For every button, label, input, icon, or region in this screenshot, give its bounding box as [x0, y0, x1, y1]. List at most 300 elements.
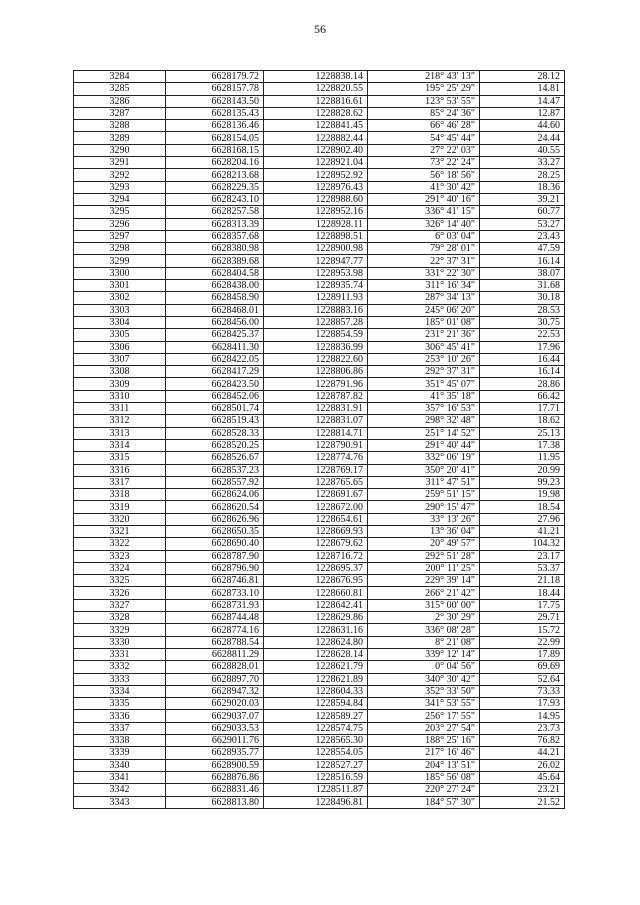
- direction-angle-cell: 292° 51' 28": [368, 550, 480, 562]
- direction-angle-cell: 27° 22' 03": [368, 144, 480, 156]
- point-number-cell: 3317: [74, 476, 166, 488]
- distance-cell: 14.95: [480, 710, 565, 722]
- x-coordinate-cell: 6628519.43: [166, 415, 264, 427]
- table-row: [74, 796, 565, 808]
- table-row: [74, 390, 565, 402]
- y-coordinate-cell: 1228679.62: [264, 538, 368, 550]
- point-number-cell: 3319: [74, 501, 166, 513]
- y-coordinate-cell: 1228816.61: [264, 95, 368, 107]
- table-row: [74, 71, 565, 83]
- distance-cell: 76.82: [480, 735, 565, 747]
- y-coordinate-cell: 1228900.98: [264, 243, 368, 255]
- x-coordinate-cell: 6628733.10: [166, 587, 264, 599]
- y-coordinate-cell: 1228988.60: [264, 193, 368, 205]
- point-number-cell: 3343: [74, 796, 166, 808]
- y-coordinate-cell: 1228952.92: [264, 169, 368, 181]
- direction-angle-cell: 266° 21' 42": [368, 587, 480, 599]
- table-row: [74, 550, 565, 562]
- direction-angle-cell: 351° 45' 07": [368, 378, 480, 390]
- point-number-cell: 3341: [74, 771, 166, 783]
- direction-angle-cell: 287° 34' 13": [368, 292, 480, 304]
- point-number-cell: 3314: [74, 439, 166, 451]
- distance-cell: 23.21: [480, 784, 565, 796]
- table-row: [74, 562, 565, 574]
- table-row: [74, 403, 565, 415]
- table-row: [74, 735, 565, 747]
- table-row: [74, 230, 565, 242]
- x-coordinate-cell: 6628774.16: [166, 624, 264, 636]
- y-coordinate-cell: 1228911.93: [264, 292, 368, 304]
- distance-cell: 15.72: [480, 624, 565, 636]
- y-coordinate-cell: 1228790.91: [264, 439, 368, 451]
- distance-cell: 38.07: [480, 267, 565, 279]
- table-row: [74, 243, 565, 255]
- x-coordinate-cell: 6628243.10: [166, 193, 264, 205]
- point-number-cell: 3307: [74, 353, 166, 365]
- distance-cell: 18.62: [480, 415, 565, 427]
- x-coordinate-cell: 6628900.59: [166, 759, 264, 771]
- point-number-cell: 3331: [74, 648, 166, 660]
- y-coordinate-cell: 1228953.98: [264, 267, 368, 279]
- direction-angle-cell: 339° 12' 14": [368, 648, 480, 660]
- distance-cell: 69.69: [480, 661, 565, 673]
- distance-cell: 18.44: [480, 587, 565, 599]
- x-coordinate-cell: 6628168.15: [166, 144, 264, 156]
- x-coordinate-cell: 6628796.90: [166, 562, 264, 574]
- x-coordinate-cell: 6629020.03: [166, 698, 264, 710]
- distance-cell: 11.95: [480, 452, 565, 464]
- point-number-cell: 3284: [74, 71, 166, 83]
- y-coordinate-cell: 1228621.89: [264, 673, 368, 685]
- distance-cell: 53.37: [480, 562, 565, 574]
- table-row: [74, 292, 565, 304]
- x-coordinate-cell: 6628422.05: [166, 353, 264, 365]
- direction-angle-cell: 336° 41' 15": [368, 206, 480, 218]
- direction-angle-cell: 315° 00' 00": [368, 599, 480, 611]
- coordinate-table: [73, 70, 565, 809]
- distance-cell: 27.96: [480, 513, 565, 525]
- y-coordinate-cell: 1228952.16: [264, 206, 368, 218]
- y-coordinate-cell: 1228820.55: [264, 83, 368, 95]
- point-number-cell: 3327: [74, 599, 166, 611]
- table-row: [74, 169, 565, 181]
- table-row: [74, 144, 565, 156]
- x-coordinate-cell: 6628501.74: [166, 403, 264, 415]
- table-row: [74, 489, 565, 501]
- y-coordinate-cell: 1228836.99: [264, 341, 368, 353]
- y-coordinate-cell: 1228691.67: [264, 489, 368, 501]
- distance-cell: 16.44: [480, 353, 565, 365]
- table-row: [74, 759, 565, 771]
- distance-cell: 44.60: [480, 120, 565, 132]
- distance-cell: 21.18: [480, 575, 565, 587]
- direction-angle-cell: 218° 43' 13": [368, 71, 480, 83]
- direction-angle-cell: 350° 20' 41": [368, 464, 480, 476]
- table-row: [74, 538, 565, 550]
- y-coordinate-cell: 1228774.76: [264, 452, 368, 464]
- x-coordinate-cell: 6628650.35: [166, 525, 264, 537]
- y-coordinate-cell: 1228828.62: [264, 107, 368, 119]
- direction-angle-cell: 123° 53' 55": [368, 95, 480, 107]
- x-coordinate-cell: 6628811.29: [166, 648, 264, 660]
- point-number-cell: 3340: [74, 759, 166, 771]
- distance-cell: 19.98: [480, 489, 565, 501]
- x-coordinate-cell: 6628831.46: [166, 784, 264, 796]
- table-row: [74, 366, 565, 378]
- direction-angle-cell: 231° 21' 36": [368, 329, 480, 341]
- distance-cell: 23.17: [480, 550, 565, 562]
- x-coordinate-cell: 6628557.92: [166, 476, 264, 488]
- x-coordinate-cell: 6628452.06: [166, 390, 264, 402]
- table-row: [74, 661, 565, 673]
- x-coordinate-cell: 6628404.58: [166, 267, 264, 279]
- y-coordinate-cell: 1228676.95: [264, 575, 368, 587]
- table-row: [74, 329, 565, 341]
- y-coordinate-cell: 1228947.77: [264, 255, 368, 267]
- y-coordinate-cell: 1228574.75: [264, 722, 368, 734]
- distance-cell: 33.27: [480, 157, 565, 169]
- direction-angle-cell: 184° 57' 30": [368, 796, 480, 808]
- y-coordinate-cell: 1228654.61: [264, 513, 368, 525]
- point-number-cell: 3338: [74, 735, 166, 747]
- y-coordinate-cell: 1228672.00: [264, 501, 368, 513]
- table-row: [74, 722, 565, 734]
- y-coordinate-cell: 1228527.27: [264, 759, 368, 771]
- table-row: [74, 439, 565, 451]
- x-coordinate-cell: 6628425.37: [166, 329, 264, 341]
- distance-cell: 30.75: [480, 316, 565, 328]
- y-coordinate-cell: 1228629.86: [264, 612, 368, 624]
- distance-cell: 22.99: [480, 636, 565, 648]
- direction-angle-cell: 79° 28' 01": [368, 243, 480, 255]
- table-row: [74, 612, 565, 624]
- y-coordinate-cell: 1228765.65: [264, 476, 368, 488]
- table-row: [74, 452, 565, 464]
- table-row: [74, 378, 565, 390]
- y-coordinate-cell: 1228769.17: [264, 464, 368, 476]
- distance-cell: 47.59: [480, 243, 565, 255]
- point-number-cell: 3316: [74, 464, 166, 476]
- distance-cell: 16.14: [480, 366, 565, 378]
- distance-cell: 104.32: [480, 538, 565, 550]
- point-number-cell: 3328: [74, 612, 166, 624]
- point-number-cell: 3293: [74, 181, 166, 193]
- distance-cell: 45.64: [480, 771, 565, 783]
- table-row: [74, 415, 565, 427]
- table-row: [74, 575, 565, 587]
- point-number-cell: 3290: [74, 144, 166, 156]
- direction-angle-cell: 6° 03' 04": [368, 230, 480, 242]
- distance-cell: 39.21: [480, 193, 565, 205]
- distance-cell: 21.52: [480, 796, 565, 808]
- point-number-cell: 3342: [74, 784, 166, 796]
- direction-angle-cell: 188° 25' 16": [368, 735, 480, 747]
- distance-cell: 26.02: [480, 759, 565, 771]
- direction-angle-cell: 185° 01' 08": [368, 316, 480, 328]
- x-coordinate-cell: 6628135.43: [166, 107, 264, 119]
- y-coordinate-cell: 1228841.45: [264, 120, 368, 132]
- direction-angle-cell: 2° 30' 29": [368, 612, 480, 624]
- table-row: [74, 624, 565, 636]
- table-row: [74, 304, 565, 316]
- table-row: [74, 316, 565, 328]
- distance-cell: 24.44: [480, 132, 565, 144]
- point-number-cell: 3321: [74, 525, 166, 537]
- table-row: [74, 599, 565, 611]
- x-coordinate-cell: 6628813.80: [166, 796, 264, 808]
- table-row: [74, 95, 565, 107]
- distance-cell: 17.71: [480, 403, 565, 415]
- direction-angle-cell: 291° 40' 16": [368, 193, 480, 205]
- y-coordinate-cell: 1228516.59: [264, 771, 368, 783]
- x-coordinate-cell: 6628947.32: [166, 685, 264, 697]
- point-number-cell: 3326: [74, 587, 166, 599]
- distance-cell: 66.42: [480, 390, 565, 402]
- table-row: [74, 513, 565, 525]
- y-coordinate-cell: 1228554.05: [264, 747, 368, 759]
- y-coordinate-cell: 1228628.14: [264, 648, 368, 660]
- point-number-cell: 3305: [74, 329, 166, 341]
- direction-angle-cell: 20° 49' 57": [368, 538, 480, 550]
- table-row: [74, 427, 565, 439]
- y-coordinate-cell: 1228928.11: [264, 218, 368, 230]
- point-number-cell: 3288: [74, 120, 166, 132]
- point-number-cell: 3310: [74, 390, 166, 402]
- direction-angle-cell: 311° 47' 51": [368, 476, 480, 488]
- point-number-cell: 3325: [74, 575, 166, 587]
- x-coordinate-cell: 6628313.39: [166, 218, 264, 230]
- direction-angle-cell: 291° 40' 44": [368, 439, 480, 451]
- y-coordinate-cell: 1228882.44: [264, 132, 368, 144]
- x-coordinate-cell: 6628746.81: [166, 575, 264, 587]
- table-row: [74, 587, 565, 599]
- y-coordinate-cell: 1228716.72: [264, 550, 368, 562]
- table-row: [74, 206, 565, 218]
- table-row: [74, 698, 565, 710]
- table-row: [74, 341, 565, 353]
- coordinate-table-body: [74, 71, 565, 809]
- table-row: [74, 193, 565, 205]
- x-coordinate-cell: 6628438.00: [166, 280, 264, 292]
- x-coordinate-cell: 6628380.98: [166, 243, 264, 255]
- distance-cell: 44.21: [480, 747, 565, 759]
- y-coordinate-cell: 1228496.81: [264, 796, 368, 808]
- x-coordinate-cell: 6628626.96: [166, 513, 264, 525]
- point-number-cell: 3303: [74, 304, 166, 316]
- x-coordinate-cell: 6628257.58: [166, 206, 264, 218]
- distance-cell: 60.77: [480, 206, 565, 218]
- y-coordinate-cell: 1228669.93: [264, 525, 368, 537]
- distance-cell: 73.33: [480, 685, 565, 697]
- direction-angle-cell: 54° 45' 44": [368, 132, 480, 144]
- point-number-cell: 3301: [74, 280, 166, 292]
- x-coordinate-cell: 6629033.53: [166, 722, 264, 734]
- table-row: [74, 784, 565, 796]
- direction-angle-cell: 357° 16' 53": [368, 403, 480, 415]
- x-coordinate-cell: 6628458.90: [166, 292, 264, 304]
- x-coordinate-cell: 6628423.50: [166, 378, 264, 390]
- point-number-cell: 3285: [74, 83, 166, 95]
- y-coordinate-cell: 1228854.59: [264, 329, 368, 341]
- point-number-cell: 3333: [74, 673, 166, 685]
- table-row: [74, 255, 565, 267]
- point-number-cell: 3311: [74, 403, 166, 415]
- distance-cell: 17.38: [480, 439, 565, 451]
- table-row: [74, 747, 565, 759]
- page-number: 56: [314, 22, 326, 36]
- direction-angle-cell: 306° 45' 41": [368, 341, 480, 353]
- y-coordinate-cell: 1228857.28: [264, 316, 368, 328]
- table-row: [74, 673, 565, 685]
- y-coordinate-cell: 1228921.04: [264, 157, 368, 169]
- table-row: [74, 685, 565, 697]
- y-coordinate-cell: 1228806.86: [264, 366, 368, 378]
- distance-cell: 12.87: [480, 107, 565, 119]
- point-number-cell: 3286: [74, 95, 166, 107]
- direction-angle-cell: 336° 08' 28": [368, 624, 480, 636]
- y-coordinate-cell: 1228589.27: [264, 710, 368, 722]
- x-coordinate-cell: 6628456.00: [166, 316, 264, 328]
- direction-angle-cell: 203° 27' 54": [368, 722, 480, 734]
- point-number-cell: 3315: [74, 452, 166, 464]
- distance-cell: 28.25: [480, 169, 565, 181]
- y-coordinate-cell: 1228631.16: [264, 624, 368, 636]
- y-coordinate-cell: 1228883.16: [264, 304, 368, 316]
- distance-cell: 17.89: [480, 648, 565, 660]
- direction-angle-cell: 200° 11' 25": [368, 562, 480, 574]
- y-coordinate-cell: 1228935.74: [264, 280, 368, 292]
- x-coordinate-cell: 6628526.67: [166, 452, 264, 464]
- table-row: [74, 771, 565, 783]
- table-row: [74, 132, 565, 144]
- distance-cell: 40.55: [480, 144, 565, 156]
- point-number-cell: 3313: [74, 427, 166, 439]
- table-row: [74, 525, 565, 537]
- table-row: [74, 636, 565, 648]
- table-row: [74, 464, 565, 476]
- table-row: [74, 648, 565, 660]
- direction-angle-cell: 41° 30' 42": [368, 181, 480, 193]
- x-coordinate-cell: 6628357.68: [166, 230, 264, 242]
- direction-angle-cell: 73° 22' 24": [368, 157, 480, 169]
- x-coordinate-cell: 6628179.72: [166, 71, 264, 83]
- distance-cell: 23.73: [480, 722, 565, 734]
- direction-angle-cell: 185° 56' 08": [368, 771, 480, 783]
- x-coordinate-cell: 6628897.70: [166, 673, 264, 685]
- distance-cell: 30.18: [480, 292, 565, 304]
- y-coordinate-cell: 1228898.51: [264, 230, 368, 242]
- distance-cell: 31.68: [480, 280, 565, 292]
- distance-cell: 17.75: [480, 599, 565, 611]
- point-number-cell: 3336: [74, 710, 166, 722]
- x-coordinate-cell: 6628624.06: [166, 489, 264, 501]
- table-row: [74, 181, 565, 193]
- y-coordinate-cell: 1228976.43: [264, 181, 368, 193]
- distance-cell: 18.54: [480, 501, 565, 513]
- distance-cell: 20.99: [480, 464, 565, 476]
- point-number-cell: 3289: [74, 132, 166, 144]
- x-coordinate-cell: 6628157.78: [166, 83, 264, 95]
- direction-angle-cell: 256° 17' 55": [368, 710, 480, 722]
- direction-angle-cell: 340° 30' 42": [368, 673, 480, 685]
- distance-cell: 29.71: [480, 612, 565, 624]
- direction-angle-cell: 331° 22' 30": [368, 267, 480, 279]
- point-number-cell: 3296: [74, 218, 166, 230]
- x-coordinate-cell: 6628828.01: [166, 661, 264, 673]
- y-coordinate-cell: 1228787.82: [264, 390, 368, 402]
- x-coordinate-cell: 6628411.30: [166, 341, 264, 353]
- direction-angle-cell: 311° 16' 34": [368, 280, 480, 292]
- direction-angle-cell: 56° 18' 56": [368, 169, 480, 181]
- y-coordinate-cell: 1228822.60: [264, 353, 368, 365]
- y-coordinate-cell: 1228624.80: [264, 636, 368, 648]
- x-coordinate-cell: 6628417.29: [166, 366, 264, 378]
- x-coordinate-cell: 6628389.68: [166, 255, 264, 267]
- direction-angle-cell: 195° 25' 29": [368, 83, 480, 95]
- x-coordinate-cell: 6628154.05: [166, 132, 264, 144]
- direction-angle-cell: 251° 14' 52": [368, 427, 480, 439]
- x-coordinate-cell: 6628876.86: [166, 771, 264, 783]
- distance-cell: 23.43: [480, 230, 565, 242]
- point-number-cell: 3322: [74, 538, 166, 550]
- point-number-cell: 3323: [74, 550, 166, 562]
- x-coordinate-cell: 6628143.50: [166, 95, 264, 107]
- x-coordinate-cell: 6628788.54: [166, 636, 264, 648]
- y-coordinate-cell: 1228831.91: [264, 403, 368, 415]
- point-number-cell: 3295: [74, 206, 166, 218]
- distance-cell: 14.81: [480, 83, 565, 95]
- direction-angle-cell: 245° 06' 20": [368, 304, 480, 316]
- table-row: [74, 218, 565, 230]
- x-coordinate-cell: 6629011.76: [166, 735, 264, 747]
- point-number-cell: 3308: [74, 366, 166, 378]
- point-number-cell: 3300: [74, 267, 166, 279]
- table-row: [74, 353, 565, 365]
- direction-angle-cell: 229° 39' 14": [368, 575, 480, 587]
- distance-cell: 16.14: [480, 255, 565, 267]
- x-coordinate-cell: 6628213.68: [166, 169, 264, 181]
- direction-angle-cell: 204° 13' 51": [368, 759, 480, 771]
- x-coordinate-cell: 6628468.01: [166, 304, 264, 316]
- x-coordinate-cell: 6628731.93: [166, 599, 264, 611]
- x-coordinate-cell: 6628520.25: [166, 439, 264, 451]
- distance-cell: 14.47: [480, 95, 565, 107]
- direction-angle-cell: 220° 27' 24": [368, 784, 480, 796]
- point-number-cell: 3318: [74, 489, 166, 501]
- direction-angle-cell: 41° 35' 18": [368, 390, 480, 402]
- point-number-cell: 3330: [74, 636, 166, 648]
- y-coordinate-cell: 1228594.84: [264, 698, 368, 710]
- point-number-cell: 3291: [74, 157, 166, 169]
- point-number-cell: 3329: [74, 624, 166, 636]
- x-coordinate-cell: 6628229.35: [166, 181, 264, 193]
- table-row: [74, 267, 565, 279]
- point-number-cell: 3299: [74, 255, 166, 267]
- x-coordinate-cell: 6628204.16: [166, 157, 264, 169]
- direction-angle-cell: 253° 10' 26": [368, 353, 480, 365]
- point-number-cell: 3298: [74, 243, 166, 255]
- direction-angle-cell: 292° 37' 31": [368, 366, 480, 378]
- point-number-cell: 3337: [74, 722, 166, 734]
- point-number-cell: 3294: [74, 193, 166, 205]
- y-coordinate-cell: 1228642.41: [264, 599, 368, 611]
- distance-cell: 18.36: [480, 181, 565, 193]
- x-coordinate-cell: 6628620.54: [166, 501, 264, 513]
- point-number-cell: 3312: [74, 415, 166, 427]
- x-coordinate-cell: 6628690.40: [166, 538, 264, 550]
- point-number-cell: 3309: [74, 378, 166, 390]
- point-number-cell: 3287: [74, 107, 166, 119]
